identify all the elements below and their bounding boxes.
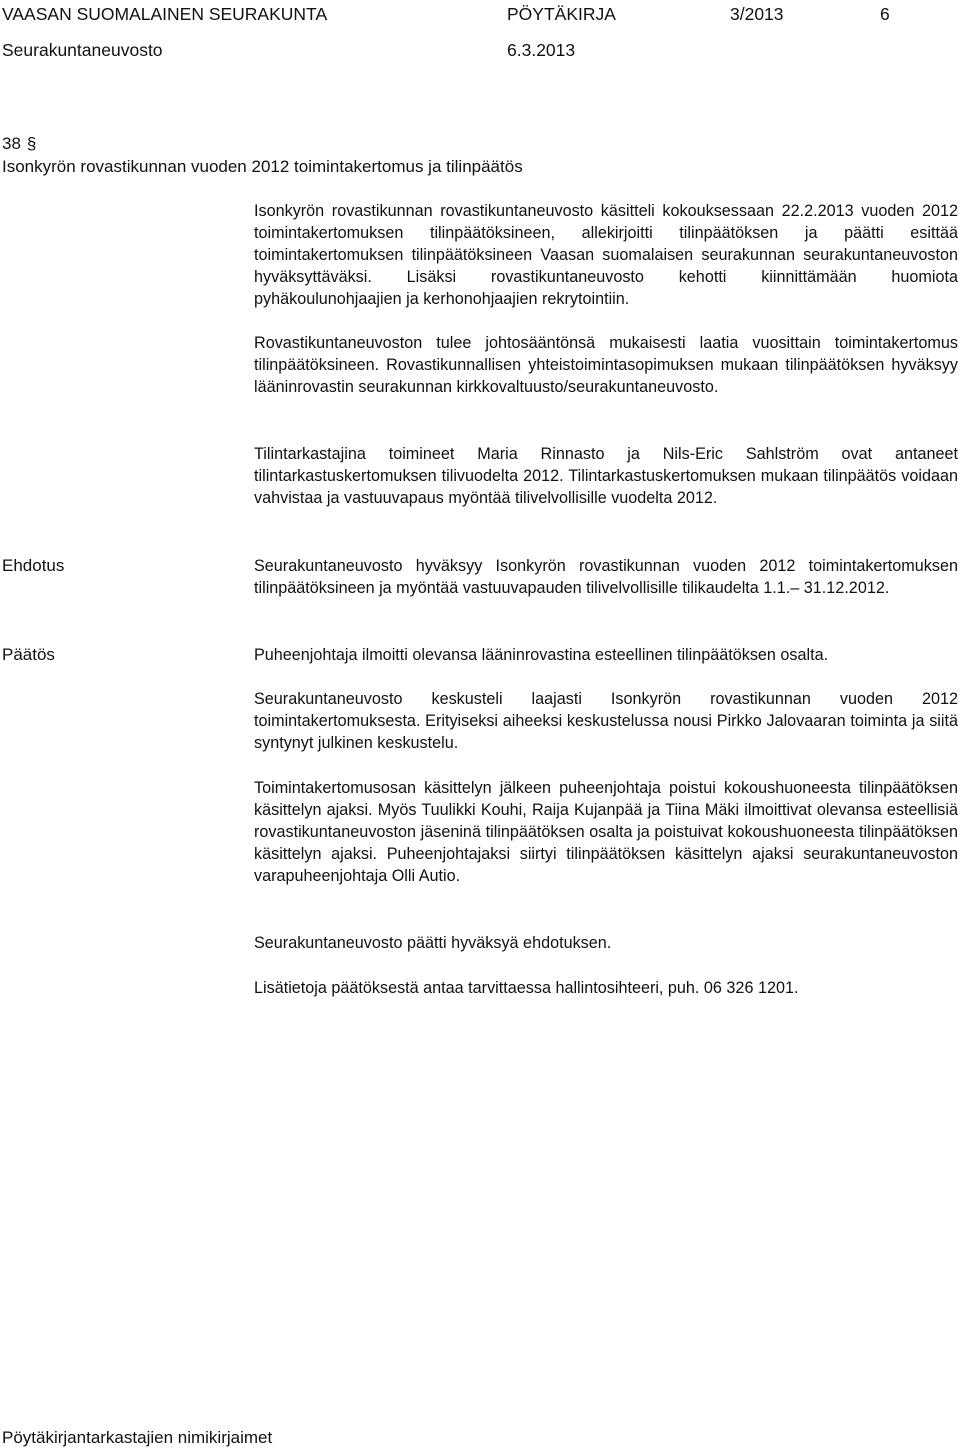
decision-text-1: Puheenjohtaja ilmoitti olevansa lääninrovastina esteellinen tilinpäätöksen osalta.	[254, 646, 829, 664]
document-number: 3/2013	[730, 4, 784, 24]
paragraph-rovastikuntaneuvosto: Isonkyrön rovastikunnan rovastikuntaneuvosto käsitteli kokouksessaan 22.2.2013 vuoden 2012 toimintakertomuksen tilinpäätöksineen, allekirjoitti tilinpäätöksen ja päätti esittää toimintakertomuksen tilinpäätöksineen Vaasan suomalaisen seurakunnan seurakuntaneuvoston hyväksyttäväksi. Lisäksi rovastikuntaneuvosto kehotti kiinnittämään huomiota pyhäkoulunohjaajien ja kerhonohjaajien rekrytointiin.	[254, 202, 958, 308]
proposal-label: Ehdotus	[2, 556, 65, 575]
decision-block-5	[254, 978, 958, 1000]
page-number: 6	[880, 4, 890, 24]
paragraph-johtosaanto: Rovastikuntaneuvoston tulee johtosääntönsä mukaisesti laatia vuosittain toimintakertomus tilinpäätöksineen. Rovastikunnallisen yhteistoimintasopimuksen mukaan tilinpäätöksen hyväksyy lääninrovastin seurakunnan kirkkovaltuusto/seurakuntaneuvosto.	[254, 334, 958, 396]
decision-block-3	[254, 778, 958, 888]
section-symbol: §	[26, 134, 37, 153]
meeting-date: 6.3.2013	[507, 40, 576, 60]
signature-label: Pöytäkirjantarkastajien nimikirjaimet	[2, 1428, 273, 1447]
paragraph-background	[254, 201, 958, 311]
decision-text-2: Seurakuntaneuvosto keskusteli laajasti Isonkyrön rovastikunnan vuoden 2012 toimintakertomuksesta. Erityiseksi aiheeksi keskustelussa nousi Pirkko Jalovaaran toiminta ja siitä syntynyt julkinen keskustelu.	[254, 690, 958, 752]
section-number: 38	[2, 134, 21, 153]
paragraph-auditors	[254, 444, 958, 510]
decision-text-4: Seurakuntaneuvosto päätti hyväksyä ehdotuksen.	[254, 934, 612, 952]
proposal-block	[254, 556, 958, 600]
section-number-line	[2, 134, 36, 154]
decision-block-1	[254, 645, 958, 667]
proposal-text: Seurakuntaneuvosto hyväksyy Isonkyrön rovastikunnan vuoden 2012 toimintakertomuksen tilinpäätöksineen ja myöntää vastuuvapauden tilivelvollisille tilikaudelta 1.1.– 31.12.2012.	[254, 557, 958, 597]
decision-label: Päätös	[2, 645, 55, 664]
organization-name: VAASAN SUOMALAINEN SEURAKUNTA	[2, 4, 328, 24]
decision-block-2	[254, 689, 958, 755]
section-title: Isonkyrön rovastikunnan vuoden 2012 toimintakertomus ja tilinpäätös	[2, 157, 523, 176]
paragraph-rules	[254, 333, 958, 399]
decision-block-4	[254, 933, 958, 955]
paragraph-tilintarkastus: Tilintarkastajina toimineet Maria Rinnasto ja Nils-Eric Sahlström ovat antaneet tilintarkastuskertomuksen tilivuodelta 2012. Tilintarkastuskertomuksen mukaan tilinpäätös voidaan vahvistaa ja vastuuvapaus myöntää tilivelvollisille vuodelta 2012.	[254, 445, 958, 507]
body-name: Seurakuntaneuvosto	[2, 40, 163, 60]
decision-text-3: Toimintakertomusosan käsittelyn jälkeen puheenjohtaja poistui kokoushuoneesta tilinpäätöksen käsittelyn ajaksi. Myös Tuulikki Kouhi, Raija Kujanpää ja Tiina Mäki ilmoittivat olevansa esteellisiä rovastikuntaneuvoston jäseninä tilinpäätöksen osalta ja poistuivat kokoushuoneesta tilinpäätöksen käsittelyn ajaksi. Puheenjohtajaksi siirtyi tilinpäätöksen käsittelyn ajaksi seurakuntaneuvoston varapuheenjohtaja Olli Autio.	[254, 779, 958, 885]
document-type: PÖYTÄKIRJA	[507, 4, 616, 24]
decision-text-5: Lisätietoja päätöksestä antaa tarvittaessa hallintosihteeri, puh. 06 326 1201.	[254, 979, 799, 997]
